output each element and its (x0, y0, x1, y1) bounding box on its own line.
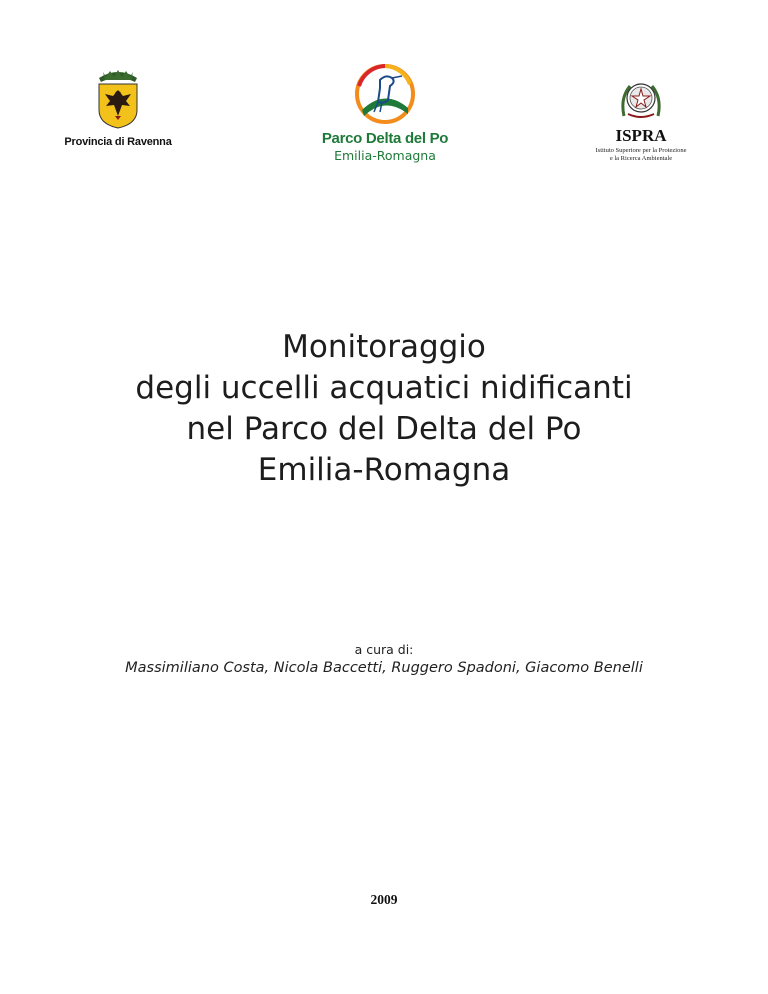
document-title (0, 327, 768, 491)
logo-provincia-ravenna (58, 68, 178, 148)
ispra-sublabel-line1: Istituto Superiore per la Protezione (595, 147, 687, 154)
authors: Massimiliano Costa, Nicola Baccetti, Ruggero Spadoni, Giacomo Benelli (125, 660, 643, 676)
parco-label: Parco Delta del Po (321, 130, 449, 147)
logo-parco-delta-po (300, 64, 470, 163)
title-line-4: Emilia-Romagna (257, 452, 511, 488)
parco-sublabel: Emilia-Romagna (334, 148, 436, 163)
publication-year: 2009 (370, 892, 398, 907)
title-line-1: Monitoraggio (282, 329, 486, 365)
ispra-sublabel (576, 147, 706, 162)
parco-delta-bird-icon (350, 64, 420, 124)
title-line-3: nel Parco del Delta del Po (186, 411, 582, 447)
italian-republic-emblem-icon (618, 76, 664, 120)
ispra-label: ISPRA (615, 126, 667, 145)
title-line-2: degli uccelli acquatici nidificanti (135, 370, 633, 406)
curator-label: a cura di: (354, 642, 414, 657)
logo-ispra (576, 76, 706, 162)
provincia-label: Provincia di Ravenna (64, 136, 172, 148)
coat-of-arms-ravenna-icon (91, 68, 145, 130)
ispra-sublabel-line2: e la Ricerca Ambientale (609, 154, 673, 162)
